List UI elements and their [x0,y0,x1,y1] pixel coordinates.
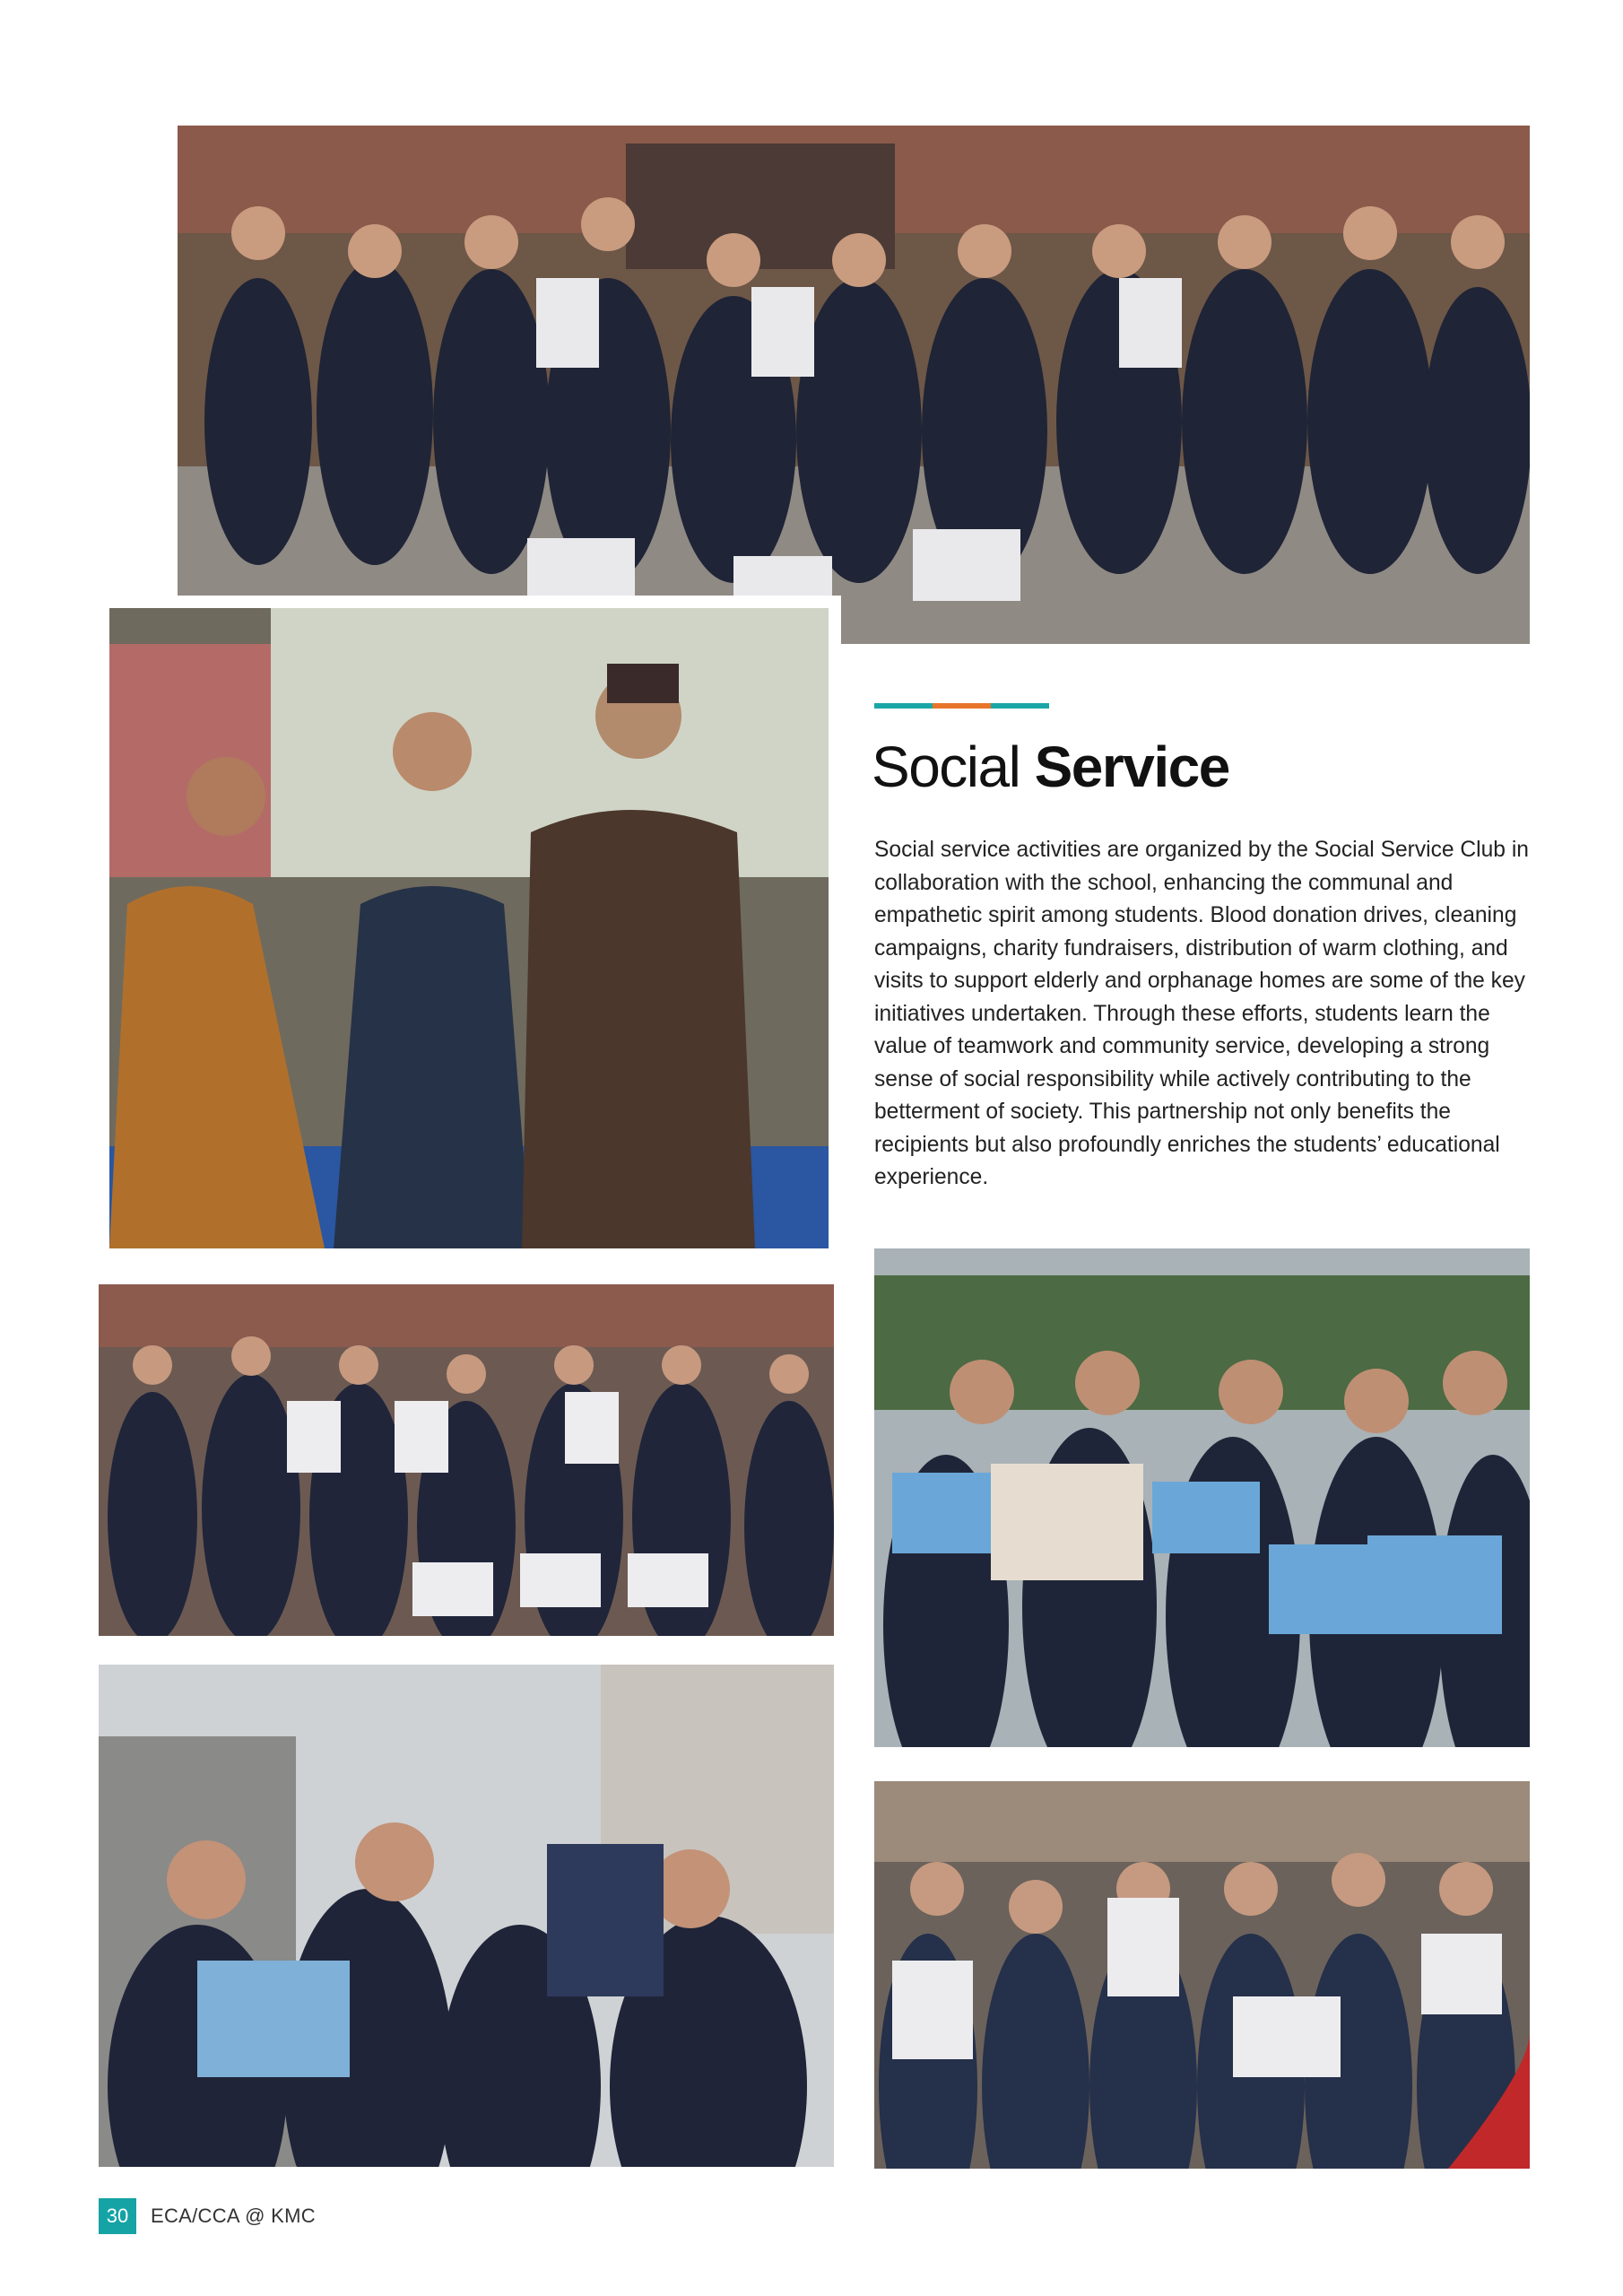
photo-group-donation-boxes [178,126,1530,644]
photo-market-donation [874,1781,1530,2169]
section-title [872,734,1229,800]
photo-students-donation-boxes [99,1284,834,1636]
footer-label: ECA/CCA @ KMC [151,2205,316,2227]
photo-students-donation-boxes-art [99,1284,834,1636]
photo-market-donation-art [874,1781,1530,2169]
section-body: Social service activities are organized by the Social Service Club in collaboration with the school, enhancing the communal and empathetic spirit among students. Blood donation drives, cleaning campaigns, charity fundraisers, distribution of warm clothing, and visits to support elderly and orphanage homes are some of the key initiatives undertaken. Through these efforts, students learn the value of teamwork and community service, developing a strong sense of social responsibility while actively contributing to the betterment of society. This partnership not only benefits the recipients but also profoundly enriches the students’ educational experience. [874,838,1529,1189]
section-title-light: Social [872,735,1020,799]
accent-segment-1 [874,703,933,709]
accent-segment-2 [933,703,991,709]
accent-segment-3 [991,703,1049,709]
photo-road-safety-placards-art [874,1248,1530,1747]
photo-street-march [99,1665,834,2167]
page-footer [99,2198,316,2234]
photo-birthday-donation-handover-art [109,608,829,1248]
section-title-bold: Service [1034,735,1229,799]
photo-road-safety-placards [874,1248,1530,1747]
photo-group-donation-boxes-art [178,126,1530,644]
title-accent-bar [874,703,1049,709]
photo-birthday-donation-handover [109,608,829,1248]
photo-street-march-art [99,1665,834,2167]
page-number: 30 [99,2198,136,2234]
